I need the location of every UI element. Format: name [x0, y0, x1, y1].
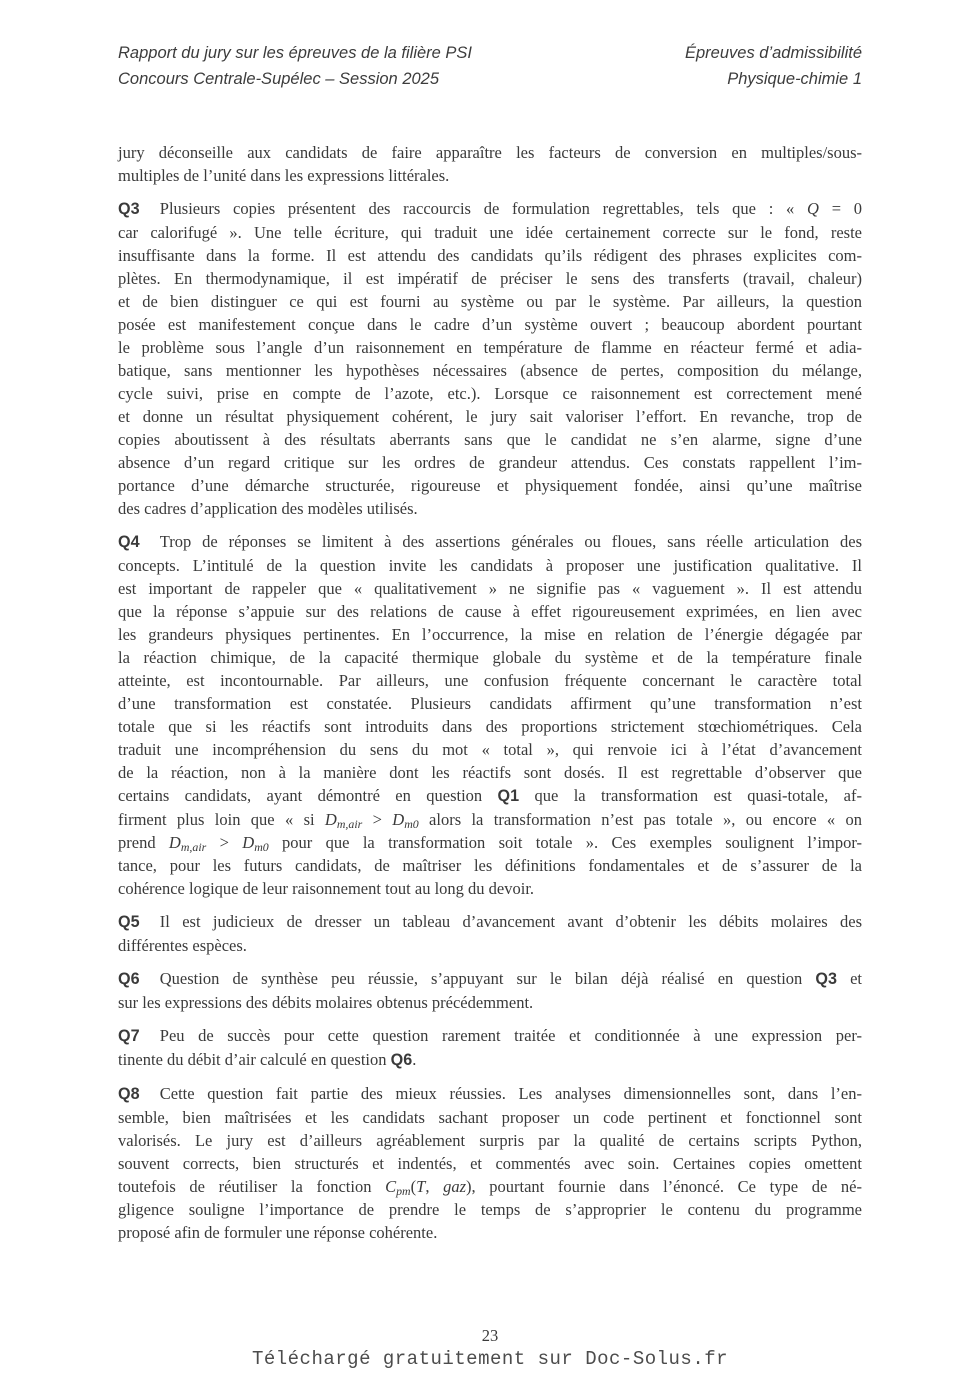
- question-label: Q5: [118, 913, 140, 931]
- text-line: Q7 Peu de succès pour cette question rarement traitée et conditionnée à une expression per-: [118, 1026, 862, 1045]
- text-line: certains candidats, ayant démontré en question Q1 que la transformation est quasi-totale, af-: [118, 786, 862, 805]
- question-ref: Q3: [815, 970, 837, 988]
- question-label: Q3: [118, 200, 140, 218]
- text-line: Q5 Il est judicieux de dresser un tableau d’avancement avant d’obtenir les débits molaires des: [118, 912, 862, 931]
- text-line: jury déconseille aux candidats de faire apparaître les facteurs de conversion en multiples/sous-: [118, 143, 862, 162]
- text-line: multiples de l’unité dans les expressions littérales.: [118, 166, 450, 185]
- text-line: que la réponse s’appuie sur des relations de cause à effet rigoureusement exprimées, en lien avec: [118, 602, 862, 621]
- question-label: Q6: [118, 970, 140, 988]
- math-symbol: D: [392, 810, 405, 829]
- text-line: la réaction chimique, de la capacité thermique globale du système et de la température finale: [118, 648, 862, 667]
- text-line: et de bien distinguer ce qui est fourni au système ou par le système. Par ailleurs, la question: [118, 292, 862, 311]
- math-subscript: m,air: [336, 816, 363, 831]
- text-line: prend $D_{m,air} > D_{m0}$ pour que la transformation soit totale ». Ces exemples soulignent l’impor-: [118, 833, 862, 854]
- report-subtitle: Concours Centrale-Supélec – Session 2025: [118, 70, 440, 88]
- paragraph-intro-continuation: [118, 141, 862, 187]
- text-line: le problème sous l’angle d’un raisonnement en température de flamme en réacteur fermé et adia-: [118, 338, 862, 357]
- text-line: d’une transformation est constatée. Plusieurs candidats affirment qu’une transformation n’est: [118, 694, 862, 713]
- text-line: proposé afin de formuler une réponse cohérente.: [118, 1223, 438, 1242]
- text-line: plètes. En thermodynamique, il est impératif de préciser le sens des transferts (travail, chaleur): [118, 269, 862, 288]
- text-line: tinente du débit d’air calculé en question Q6.: [118, 1050, 417, 1069]
- math-symbol: C: [385, 1177, 397, 1196]
- math-symbol: D: [168, 833, 181, 852]
- math-subscript: m0: [404, 816, 419, 831]
- text-line: tance, pour les futurs candidats, de maîtriser les définitions fondamentales et de s’assurer de la: [118, 856, 862, 875]
- text-line: souvent corrects, bien structurés et indentés, et commentés avec soin. Certaines copies omettent: [118, 1154, 862, 1173]
- text-line: et donne un résultat physiquement cohérent, le jury sait valoriser l’effort. En revanche, trop de: [118, 407, 862, 426]
- text-line: des cadres d’application des modèles utilisés.: [118, 499, 418, 518]
- text-line: gligence souligne l’importance de prendre le temps de s’approprier le contenu du programme: [118, 1200, 862, 1219]
- text-line: de la réaction, non à la manière dont les réactifs sont dosés. Il est regrettable d’observer que: [118, 763, 862, 782]
- question-ref: Q6: [390, 1051, 413, 1069]
- question-label: Q7: [118, 1027, 140, 1045]
- math-subscript: m0: [254, 839, 269, 854]
- text-line: semble, bien maîtrisées et les candidats sachant proposer un code pertinent et fonctionnel sont: [118, 1108, 862, 1127]
- subject-name: Physique-chimie 1: [727, 70, 862, 88]
- paragraph-q5: [118, 910, 862, 957]
- document-body: [118, 141, 862, 1254]
- text-line: batique, sans mentionner les hypothèses nécessaires (absence de pertes, composition du mélange,: [118, 361, 862, 380]
- math-subscript: m,air: [180, 839, 207, 854]
- text-line: traduit une incompréhension du sens du mot « total », qui renvoie ici à l’état d’avancement: [118, 740, 862, 759]
- text-line: atteinte, est incontournable. Par ailleurs, une confusion fréquente concernant le caractère total: [118, 671, 862, 690]
- download-notice: Téléchargé gratuitement sur Doc-Solus.fr: [251, 1348, 729, 1370]
- text-line: firment plus loin que « si $D_{m,air} > D_{m0}$ alors la transformation n’est pas totale », ou encore « on: [118, 810, 862, 831]
- text-line: différentes espèces.: [118, 936, 247, 955]
- math-symbol: gaz: [443, 1177, 467, 1196]
- paragraph-q7: [118, 1024, 862, 1072]
- text-line: posée est manifestement conçue dans le cadre d’un système ouvert ; beaucoup abordent pourtant: [118, 315, 862, 334]
- paragraph-q8: [118, 1082, 862, 1244]
- text-line: insuffisante dans la forme. Il est attendu des candidats qu’ils rédigent des phrases explicites com-: [118, 246, 862, 265]
- text-line: cohérence logique de leur raisonnement tout au long du devoir.: [118, 879, 535, 898]
- text-line: car calorifugé ». Une telle écriture, qui traduit une idée certainement correcte sur le fond, reste: [118, 223, 862, 242]
- page-number: 23: [481, 1326, 499, 1345]
- paragraph-q3: [118, 197, 862, 520]
- question-ref: Q1: [497, 787, 520, 805]
- page-header: [118, 40, 862, 92]
- math-subscript: pm: [396, 1183, 411, 1198]
- paragraph-q4: [118, 530, 862, 900]
- text-line: absence d’un regard critique sur les ordres de grandeur attendus. Ces constats rappellent l’im-: [118, 453, 862, 472]
- math-symbol: Q: [807, 199, 819, 218]
- math-symbol: D: [242, 833, 255, 852]
- text-line: toutefois de réutiliser la fonction $C_{pm}(T$, gaz), pourtant fournie dans l’énoncé. Ce type de né-: [118, 1177, 862, 1198]
- text-line: sur les expressions des débits molaires obtenus précédemment.: [118, 993, 534, 1012]
- paragraph-q6: [118, 967, 862, 1014]
- text-line: Q6 Question de synthèse peu réussie, s’appuyant sur le bilan déjà réalisé en question Q3 et: [118, 969, 862, 988]
- text-line: copies aboutissent à des résultats aberrants sans que le candidat ne s’en alarme, signe d’une: [118, 430, 862, 449]
- text-line: portance d’une démarche structurée, rigoureuse et physiquement fondée, ainsi qu’une maîtrise: [118, 476, 862, 495]
- question-label: Q4: [118, 533, 140, 551]
- header-left: [118, 40, 472, 92]
- report-title: Rapport du jury sur les épreuves de la filière PSI: [118, 44, 473, 62]
- math-symbol: T: [416, 1177, 426, 1196]
- text-line: cycle suivi, prise en compte de l’azote, etc.). Lorsque ce raisonnement est correctement mené: [118, 384, 862, 403]
- text-line: est important de rappeler que « qualitativement » ne signifie pas « vaguement ». Il est attendu: [118, 579, 862, 598]
- math-symbol: D: [324, 810, 337, 829]
- text-line: les grandeurs physiques pertinentes. En l’occurrence, la mise en relation de l’énergie dégagée par: [118, 625, 862, 644]
- exam-type: Épreuves d’admissibilité: [685, 44, 862, 62]
- text-line: valorisés. Le jury est d’ailleurs agréablement surpris par la qualité de certains scripts Python,: [118, 1131, 862, 1150]
- text-line: totale que si les réactifs sont introduits dans des proportions strictement stœchiométriques. Cela: [118, 717, 862, 736]
- question-label: Q8: [118, 1085, 140, 1103]
- text-line: concepts. L’intitulé de la question invite les candidats à proposer une justification qualitative. Il: [118, 556, 862, 575]
- text-line: Q8 Cette question fait partie des mieux réussies. Les analyses dimensionnelles sont, dans l’en-: [118, 1084, 862, 1103]
- text-line: Q4 Trop de réponses se limitent à des assertions générales ou floues, sans réelle articulation des: [118, 532, 862, 551]
- text-line: Q3 Plusieurs copies présentent des raccourcis de formulation regrettables, tels que : « Q = 0: [118, 199, 862, 218]
- header-right: [685, 40, 862, 92]
